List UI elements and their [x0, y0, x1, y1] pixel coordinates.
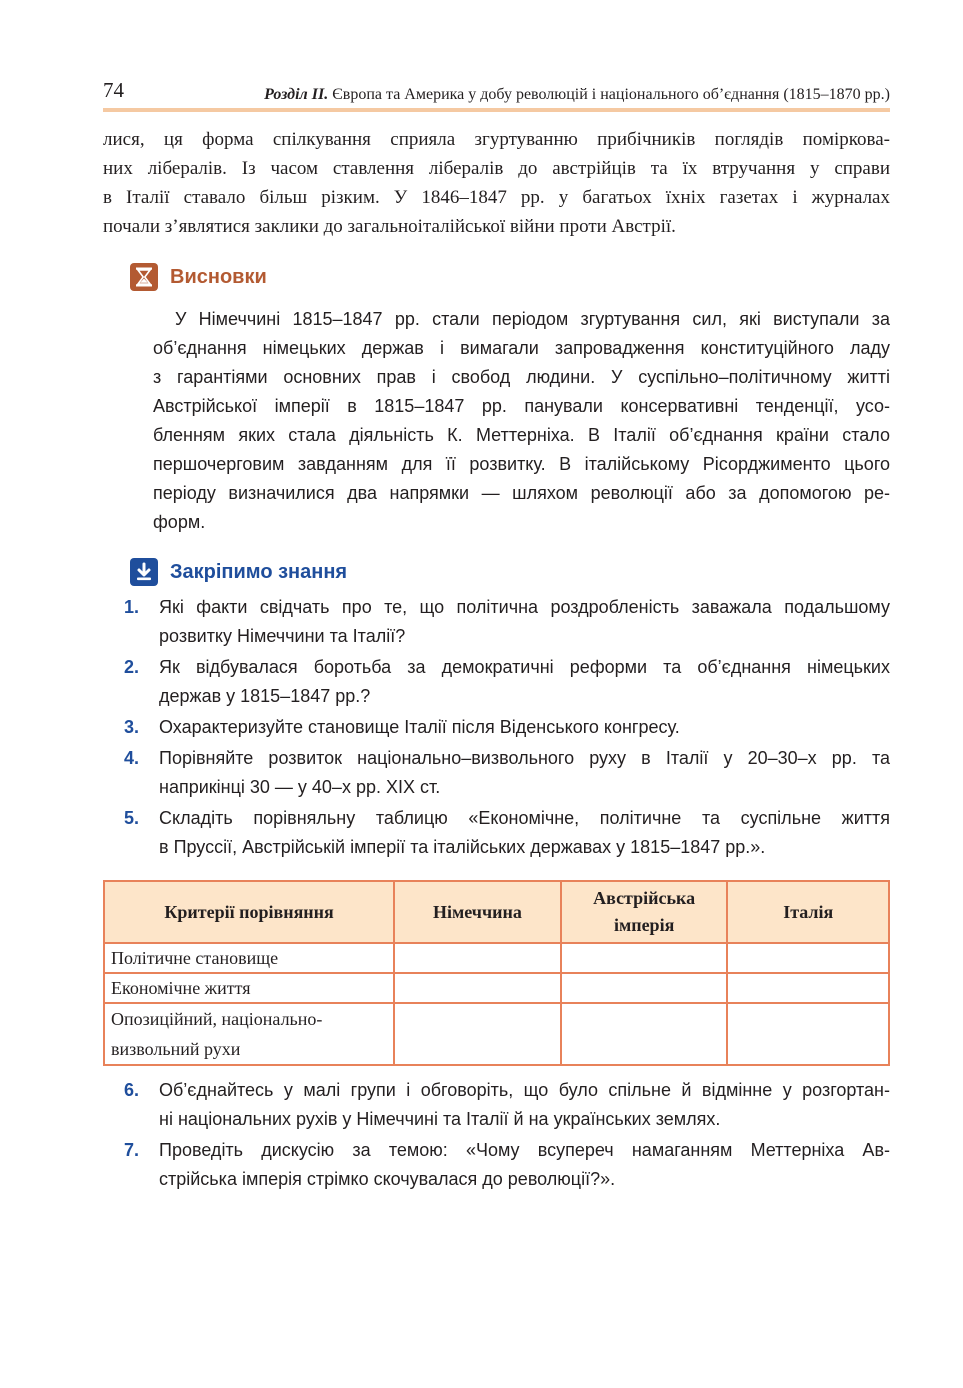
text-line: періоду визначилися два напрямки — шляхом революції або за допомогою ре- — [153, 483, 890, 503]
text-line: стрійська імперія стрімко скочувалася до революції?». — [159, 1169, 616, 1189]
text-line: форм. — [153, 512, 206, 532]
text-line: Як відбувалася боротьба за демократичні реформи та об’єднання німецьких — [159, 657, 890, 677]
text-line: лися, ця форма спілкування сприяла згуртуванню прибічників поглядів поміркова- — [103, 129, 890, 150]
text-line: ні національних рухів у Німеччині та Італії й на українських землях. — [159, 1109, 721, 1129]
table-header-cell: Критерії порівняння — [104, 881, 394, 943]
intro-paragraph — [103, 125, 890, 241]
text-line: Охарактеризуйте становище Італії після Віденського конгресу. — [159, 717, 680, 737]
table-cell — [561, 1003, 728, 1065]
question-number: 5. — [124, 808, 140, 828]
text-line: першочерговим завданням для її розвитку. В італійському Рісорджименто цього — [153, 454, 890, 474]
table-cell — [394, 973, 561, 1003]
text-line: Об’єднайтесь у малі групи і обговоріть, що було спільне й відмінне у розгортан- — [159, 1080, 890, 1100]
question-number: 7. — [124, 1140, 140, 1160]
table-header-row — [104, 881, 889, 943]
text-line: з гарантіями основних прав і свобод людини. У суспільно–політичному житті — [153, 367, 890, 387]
table-cell — [394, 943, 561, 973]
table-row — [104, 1003, 889, 1065]
question-number: 6. — [124, 1080, 140, 1100]
question-number: 1. — [124, 597, 140, 617]
table-header-cell: Італія — [727, 881, 889, 943]
text-line: Австрійської імперії в 1815–1847 рр. панували консервативні тенденції, усо- — [153, 396, 890, 416]
knowledge-title: Закріпимо знання — [170, 560, 348, 583]
page-number: 74 — [103, 78, 124, 102]
comparison-table — [103, 880, 890, 1066]
text-line: У Німеччині 1815–1847 рр. стали періодом згуртування сил, які виступали за — [175, 309, 890, 329]
questions-list-a — [124, 593, 890, 864]
text-line: в Пруссії, Австрійській імперії та італійських державах у 1815–1847 рр.». — [159, 837, 766, 857]
table-cell — [561, 943, 728, 973]
text-line: почали з’являтися заклики до загальноіталійської війни проти Австрії. — [103, 216, 676, 237]
question-item — [124, 744, 890, 802]
text-line: Які факти свідчать про те, що політична роздробленість заважала подальшому — [159, 597, 890, 617]
hourglass-icon — [130, 263, 158, 291]
question-item — [124, 1076, 890, 1134]
text-line: Проведіть дискусію за темою: «Чому всупереч намаганням Меттерніха Ав- — [159, 1140, 890, 1160]
table-cell: Опозиційний, національно-визвольний рухи — [104, 1003, 394, 1065]
table-header-cell: Німеччина — [394, 881, 561, 943]
text-line: бленням яких стала діяльність К. Меттерніха. В Італії об’єднання країни стало — [153, 425, 890, 445]
question-item — [124, 804, 890, 862]
question-item — [124, 1136, 890, 1194]
conclusions-heading — [130, 262, 267, 292]
knowledge-heading — [130, 557, 347, 587]
download-arrow-icon — [130, 558, 158, 586]
running-head — [264, 86, 890, 104]
question-number: 2. — [124, 657, 140, 677]
running-head-section: Розділ ІІ. — [264, 86, 329, 103]
question-item — [124, 713, 890, 742]
table-row — [104, 943, 889, 973]
question-number: 4. — [124, 748, 140, 768]
text-line: об’єднання німецьких держав і вимагали запровадження конституційного ладу — [153, 338, 890, 358]
running-head-title: Європа та Америка у добу революцій і національного об’єднання (1815–1870 рр.) — [332, 86, 890, 103]
question-number: 3. — [124, 717, 140, 737]
text-line: Складіть порівняльну таблицю «Економічне, політичне та суспільне життя — [159, 808, 890, 828]
text-line: держав у 1815–1847 рр.? — [159, 686, 371, 706]
text-line: Порівняйте розвиток національно–визвольного руху в Італії у 20–30–х рр. та — [159, 748, 890, 768]
header-divider — [103, 108, 890, 112]
conclusions-title: Висновки — [170, 265, 267, 288]
table-cell: Політичне становище — [104, 943, 394, 973]
conclusions-paragraph — [153, 305, 890, 537]
text-line: них лібералів. Із часом ставлення лібералів до австрійців та їх втручання у справи — [103, 158, 890, 179]
questions-list-b — [124, 1076, 890, 1196]
table-cell — [727, 943, 889, 973]
question-item — [124, 653, 890, 711]
table-header-cell: Австрійська імперія — [561, 881, 728, 943]
table-cell — [727, 973, 889, 1003]
table-row — [104, 973, 889, 1003]
text-line: в Італії ставало більш різким. У 1846–1847 рр. у багатьох їхніх газетах і журналах — [103, 187, 890, 208]
table-cell — [727, 1003, 889, 1065]
question-item — [124, 593, 890, 651]
table-cell: Економічне життя — [104, 973, 394, 1003]
text-line: наприкінці 30 — у 40–х рр. ХІХ ст. — [159, 777, 441, 797]
text-line: розвитку Німеччини та Італії? — [159, 626, 406, 646]
table-cell — [561, 973, 728, 1003]
table-cell — [394, 1003, 561, 1065]
